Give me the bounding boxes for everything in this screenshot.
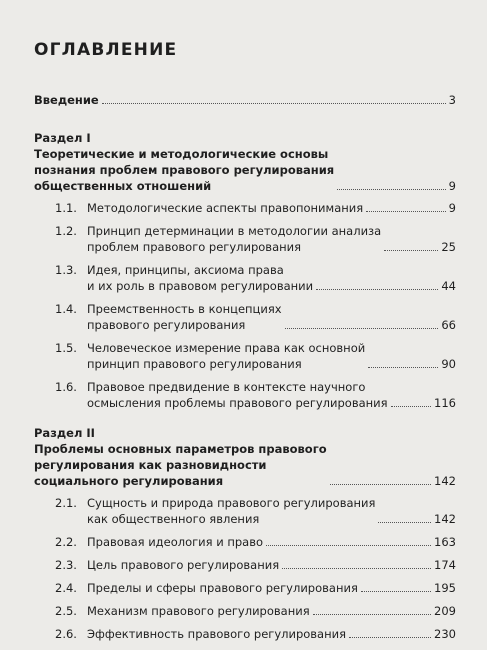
dot-leader (285, 328, 439, 329)
dot-leader (316, 289, 438, 290)
item-title: Правовая идеология и право (87, 535, 264, 549)
section-label: Раздел II (34, 426, 95, 440)
toc-entry-section-1[interactable] (34, 146, 456, 194)
page-number: 195 (434, 581, 456, 595)
toc-entry-1-1[interactable] (34, 200, 456, 216)
item-number: 2.2. (55, 535, 77, 549)
item-number: 1.1. (55, 201, 77, 215)
dot-leader (366, 211, 446, 212)
section-2 (34, 425, 456, 642)
item-number: 2.4. (55, 581, 77, 595)
section-1 (34, 130, 456, 411)
toc-entry-2-3[interactable] (34, 557, 456, 573)
page-number: 25 (441, 240, 456, 254)
page-number: 3 (448, 93, 456, 107)
item-title: Эффективность правового регулирования (87, 627, 347, 641)
toc-entry-1-5[interactable] (34, 340, 456, 372)
entry-label: Введение (34, 93, 99, 107)
page-number: 9 (448, 179, 456, 193)
item-title: Пределы и сферы правового регулирования (87, 581, 358, 595)
dot-leader (391, 406, 431, 407)
page-title: ОГЛАВЛЕНИЕ (34, 40, 178, 60)
dot-leader (266, 545, 431, 546)
toc-entry-section-2[interactable] (34, 441, 456, 489)
dot-leader (330, 484, 431, 485)
item-title: Человеческое измерение права как основной принцип правового регулирования (87, 341, 366, 371)
item-number: 2.5. (55, 604, 77, 618)
page-number: 209 (434, 604, 456, 618)
item-number: 2.1. (55, 496, 77, 510)
page-number: 163 (434, 535, 456, 549)
page-number: 116 (434, 396, 456, 410)
toc-entry-1-3[interactable] (34, 262, 456, 294)
page-number: 174 (434, 558, 456, 572)
item-title: Цель правового регулирования (87, 558, 280, 572)
toc-entry-introduction[interactable] (34, 92, 456, 108)
page-number: 66 (441, 318, 456, 332)
item-title: Принцип детерминации в методологии анализа проблем правового регулирования (87, 224, 382, 254)
page-number: 142 (434, 512, 456, 526)
item-title: Правовое предвидение в контексте научного осмысления проблемы правового регулирования (87, 380, 388, 410)
item-title: Преемственность в концепциях правового регулирования (87, 302, 282, 332)
item-number: 1.2. (55, 224, 77, 238)
page-number: 142 (434, 474, 456, 488)
item-title: Сущность и природа правового регулирования как общественного явления (87, 496, 376, 526)
toc-entry-1-2[interactable] (34, 223, 456, 255)
dot-leader (102, 103, 446, 104)
item-title: Методологические аспекты правопонимания (87, 201, 364, 215)
page-number: 230 (434, 627, 456, 641)
item-title: Идея, принципы, аксиома права и их роль в правовом регулировании (87, 263, 314, 293)
dot-leader (337, 189, 446, 190)
dot-leader (361, 591, 431, 592)
dot-leader (282, 568, 431, 569)
toc-entry-1-4[interactable] (34, 301, 456, 333)
page-number: 44 (441, 279, 456, 293)
page-number: 90 (441, 357, 456, 371)
page-number: 9 (448, 201, 456, 215)
toc-entry-2-6[interactable] (34, 626, 456, 642)
dot-leader (384, 250, 438, 251)
item-number: 1.6. (55, 380, 77, 394)
item-number: 1.3. (55, 263, 77, 277)
section-title: Теоретические и методологические основы познания проблем правового регулирования общественных отношений (34, 147, 335, 193)
item-number: 2.6. (55, 627, 77, 641)
item-number: 1.4. (55, 302, 77, 316)
toc-entry-1-6[interactable] (34, 379, 456, 411)
section-title: Проблемы основных параметров правового регулирования как разновидности социального регулирования (34, 442, 327, 488)
item-number: 2.3. (55, 558, 77, 572)
dot-leader (378, 522, 431, 523)
item-number: 1.5. (55, 341, 77, 355)
item-title: Механизм правового регулирования (87, 604, 310, 618)
toc-entry-2-5[interactable] (34, 603, 456, 619)
dot-leader (313, 614, 431, 615)
dot-leader (349, 637, 431, 638)
toc-entry-2-4[interactable] (34, 580, 456, 596)
dot-leader (368, 367, 438, 368)
toc-entry-2-2[interactable] (34, 534, 456, 550)
section-label: Раздел I (34, 131, 91, 145)
toc-entry-2-1[interactable] (34, 495, 456, 527)
